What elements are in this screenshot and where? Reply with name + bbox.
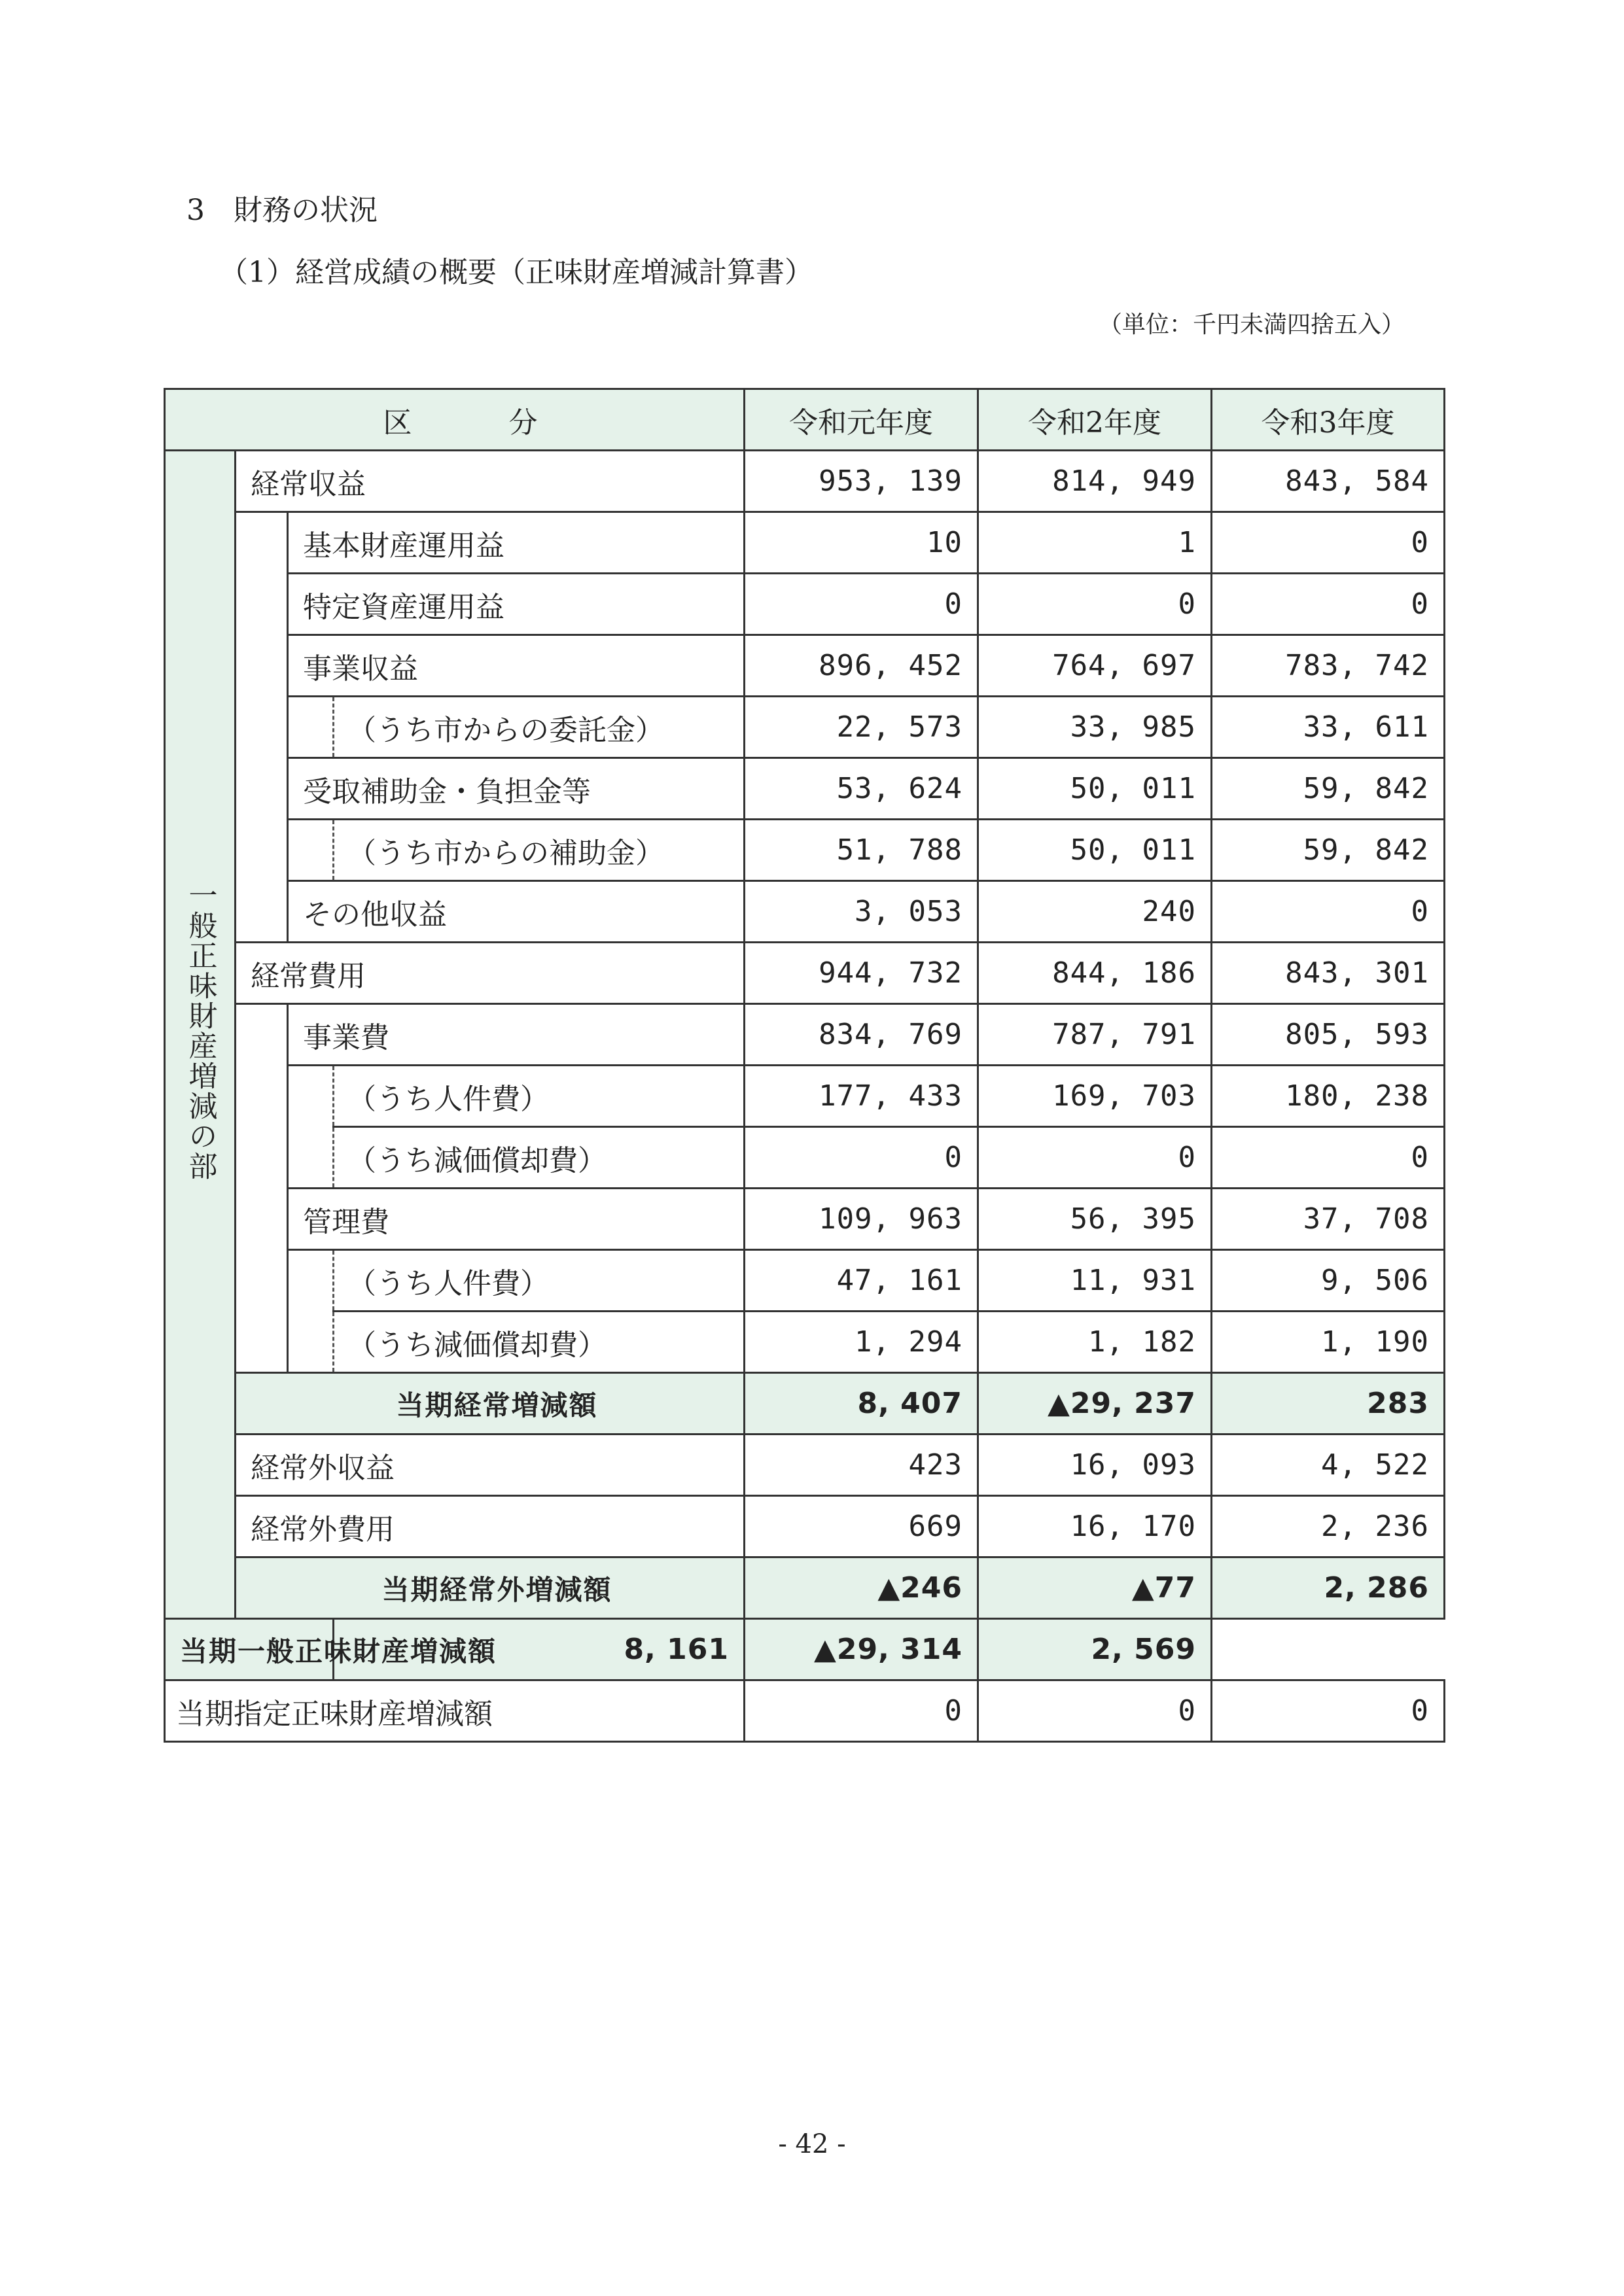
value-year-3: 0 [1212,1127,1445,1189]
value-year-1: 8, 161 [334,1619,745,1680]
table-row [165,1127,1445,1189]
value-year-1: 10 [745,512,978,574]
table-row [165,881,1445,943]
value-year-3: 180, 238 [1212,1066,1445,1127]
row-label: （うち人件費） [334,1066,745,1127]
value-year-3: 33, 611 [1212,697,1445,758]
indent-cell [236,512,288,943]
row-label: 経常外収益 [236,1435,745,1496]
table-row [165,574,1445,635]
value-year-1: 22, 573 [745,697,978,758]
value-year-3: 0 [1212,881,1445,943]
value-year-3: 37, 708 [1212,1189,1445,1250]
value-year-2: 50, 011 [978,758,1212,820]
value-year-3: 9, 506 [1212,1250,1445,1312]
value-year-1: 669 [745,1496,978,1557]
value-year-1: 944, 732 [745,943,978,1004]
table-row [165,1557,1445,1619]
row-label: （うち市からの委託金） [334,697,745,758]
row-label: 事業費 [288,1004,745,1066]
value-year-1: 109, 963 [745,1189,978,1250]
table-row [165,451,1445,512]
indent-cell [288,697,334,758]
unit-note: （単位：千円未満四捨五入） [1098,311,1405,338]
value-year-3: 843, 301 [1212,943,1445,1004]
subsection-title: （1）経営成績の概要（正味財産増減計算書） [219,256,813,289]
table-row [165,943,1445,1004]
side-label: 一般正味財産増減の部 [165,451,236,1619]
value-year-2: ▲29, 314 [745,1619,978,1680]
indent-cell [236,1004,288,1373]
row-label: 管理費 [288,1189,745,1250]
table-row [165,1312,1445,1373]
value-year-3: 2, 569 [978,1619,1212,1680]
value-year-1: 834, 769 [745,1004,978,1066]
value-year-3: 0 [1212,574,1445,635]
value-year-1: 8, 407 [745,1373,978,1435]
table-row [165,758,1445,820]
row-label: 事業収益 [288,635,745,697]
income-statement-table [164,388,1445,1743]
value-year-2: 11, 931 [978,1250,1212,1312]
value-year-1: ▲246 [745,1557,978,1619]
value-year-2: 0 [978,1680,1212,1742]
value-year-3: 2, 236 [1212,1496,1445,1557]
row-label: 当期指定正味財産増減額 [165,1680,745,1742]
value-year-2: 56, 395 [978,1189,1212,1250]
header-category: 区 分 [165,389,745,451]
row-label: 基本財産運用益 [288,512,745,574]
row-label: その他収益 [288,881,745,943]
table-row [165,1680,1445,1742]
value-year-2: ▲29, 237 [978,1373,1212,1435]
indent-cell [288,820,334,881]
value-year-1: 953, 139 [745,451,978,512]
value-year-1: 51, 788 [745,820,978,881]
value-year-2: 16, 093 [978,1435,1212,1496]
value-year-3: 0 [1212,1680,1445,1742]
value-year-1: 0 [745,1127,978,1189]
value-year-3: 4, 522 [1212,1435,1445,1496]
table-row [165,1373,1445,1435]
value-year-3: 805, 593 [1212,1004,1445,1066]
table-row [165,1496,1445,1557]
table-header-row [165,389,1445,451]
table-row [165,1250,1445,1312]
indent-cell [288,1250,334,1373]
table-row [165,1066,1445,1127]
value-year-3: 283 [1212,1373,1445,1435]
header-year-2: 令和2年度 [978,389,1212,451]
table-row [165,512,1445,574]
table-row [165,635,1445,697]
value-year-3: 2, 286 [1212,1557,1445,1619]
row-label: （うち減価償却費） [334,1312,745,1373]
table-row [165,697,1445,758]
value-year-2: 240 [978,881,1212,943]
value-year-2: 844, 186 [978,943,1212,1004]
header-year-3: 令和3年度 [1212,389,1445,451]
value-year-2: 764, 697 [978,635,1212,697]
value-year-2: 0 [978,1127,1212,1189]
value-year-1: 896, 452 [745,635,978,697]
value-year-2: 50, 011 [978,820,1212,881]
value-year-2: 1 [978,512,1212,574]
value-year-2: 0 [978,574,1212,635]
value-year-3: 59, 842 [1212,758,1445,820]
value-year-1: 3, 053 [745,881,978,943]
value-year-1: 0 [745,574,978,635]
page-number: - 42 - [778,2129,846,2159]
header-year-1: 令和元年度 [745,389,978,451]
value-year-1: 423 [745,1435,978,1496]
table-row [165,820,1445,881]
row-label: （うち人件費） [334,1250,745,1312]
value-year-2: 814, 949 [978,451,1212,512]
value-year-1: 177, 433 [745,1066,978,1127]
value-year-1: 53, 624 [745,758,978,820]
value-year-1: 1, 294 [745,1312,978,1373]
value-year-3: 783, 742 [1212,635,1445,697]
value-year-2: 1, 182 [978,1312,1212,1373]
row-label: （うち市からの補助金） [334,820,745,881]
row-label: 当期経常外増減額 [236,1557,745,1619]
row-label: 経常費用 [236,943,745,1004]
value-year-2: ▲77 [978,1557,1212,1619]
value-year-3: 59, 842 [1212,820,1445,881]
section-title: 3 財務の状況 [186,194,378,227]
row-label: 当期経常増減額 [236,1373,745,1435]
row-label: 受取補助金・負担金等 [288,758,745,820]
value-year-2: 169, 703 [978,1066,1212,1127]
value-year-2: 787, 791 [978,1004,1212,1066]
value-year-2: 33, 985 [978,697,1212,758]
row-label: 経常外費用 [236,1496,745,1557]
table-row [165,1189,1445,1250]
row-label: （うち減価償却費） [334,1127,745,1189]
value-year-1: 47, 161 [745,1250,978,1312]
value-year-3: 1, 190 [1212,1312,1445,1373]
table-row [165,1004,1445,1066]
row-label: 当期一般正味財産増減額 [165,1619,334,1680]
row-label: 経常収益 [236,451,745,512]
row-label: 特定資産運用益 [288,574,745,635]
value-year-3: 843, 584 [1212,451,1445,512]
value-year-1: 0 [745,1680,978,1742]
table-row [165,1435,1445,1496]
table-row [165,1619,1445,1680]
indent-cell [288,1066,334,1189]
value-year-3: 0 [1212,512,1445,574]
value-year-2: 16, 170 [978,1496,1212,1557]
